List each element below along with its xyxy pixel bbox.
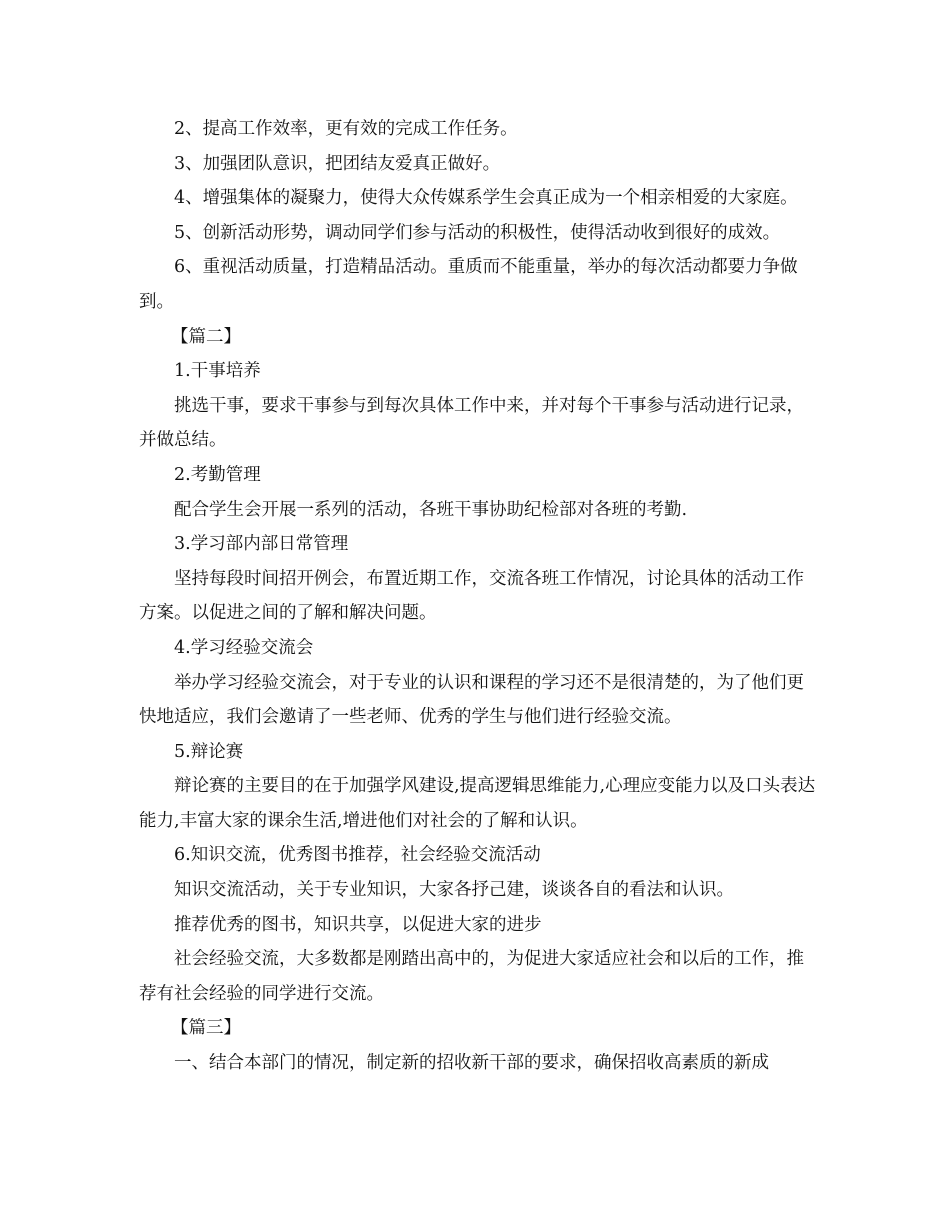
paragraph-social-experience: 社会经验交流，大多数都是刚踏出高中的，为促进大家适应社会和以后的工作，推荐有社会经验的同学进行交流。 [139, 949, 804, 1004]
section-heading-part-three: 【篇三】 [171, 1018, 241, 1039]
paragraph-item-5: 5、创新活动形势，调动同学们参与活动的积极性，使得活动收到很好的成效。 [174, 222, 781, 243]
subheading-cadre-training: 1.干事培养 [174, 361, 261, 382]
subheading-experience-exchange: 4.学习经验交流会 [174, 637, 314, 658]
paragraph-debate: 辩论赛的主要目的在于加强学风建设,提高逻辑思维能力,心理应变能力以及口头表达能力,丰富大家的课余生活,增进他们对社会的了解和认识。 [139, 776, 816, 831]
paragraph-knowledge-exchange: 知识交流活动，关于专业知识，大家各抒己建，谈谈各自的看法和认识。 [174, 880, 734, 901]
paragraph-experience-exchange: 举办学习经验交流会，对于专业的认识和课程的学习还不是很清楚的，为了他们更快地适应，我们会邀请了一些老师、优秀的学生与他们进行经验交流。 [139, 672, 804, 728]
subheading-attendance: 2.考勤管理 [174, 464, 261, 485]
paragraph-book-recommendation: 推荐优秀的图书，知识共享，以促进大家的进步 [174, 914, 542, 935]
paragraph-recruitment: 一、结合本部门的情况，制定新的招收新干部的要求，确保招收高素质的新成 [174, 1053, 769, 1074]
subheading-knowledge-exchange: 6.知识交流，优秀图书推荐，社会经验交流活动 [174, 845, 541, 866]
paragraph-item-4: 4、增强集体的凝聚力，使得大众传媒系学生会真正成为一个相亲相爱的大家庭。 [174, 188, 798, 209]
paragraph-item-3: 3、加强团队意识，把团结友爱真正做好。 [174, 153, 501, 174]
subheading-daily-management: 3.学习部内部日常管理 [174, 534, 349, 555]
subheading-debate: 5.辩论赛 [174, 741, 244, 762]
paragraph-cadre-training: 挑选干事，要求干事参与到每次具体工作中来，并对每个干事参与活动进行记录，并做总结。 [139, 395, 804, 451]
paragraph-item-2: 2、提高工作效率，更有效的完成工作任务。 [174, 119, 518, 139]
document-page [139, 112, 819, 1081]
paragraph-attendance: 配合学生会开展一系列的活动，各班干事协助纪检部对各班的考勤. [174, 499, 688, 520]
section-heading-part-two: 【篇二】 [171, 326, 241, 347]
paragraph-daily-management: 坚持每段时间招开例会，布置近期工作，交流各班工作情况，讨论具体的活动工作方案。以促进之间的了解和解决问题。 [139, 568, 804, 624]
paragraph-item-6: 6、重视活动质量，打造精品活动。重质而不能重量，举办的每次活动都要力争做到。 [139, 257, 798, 312]
